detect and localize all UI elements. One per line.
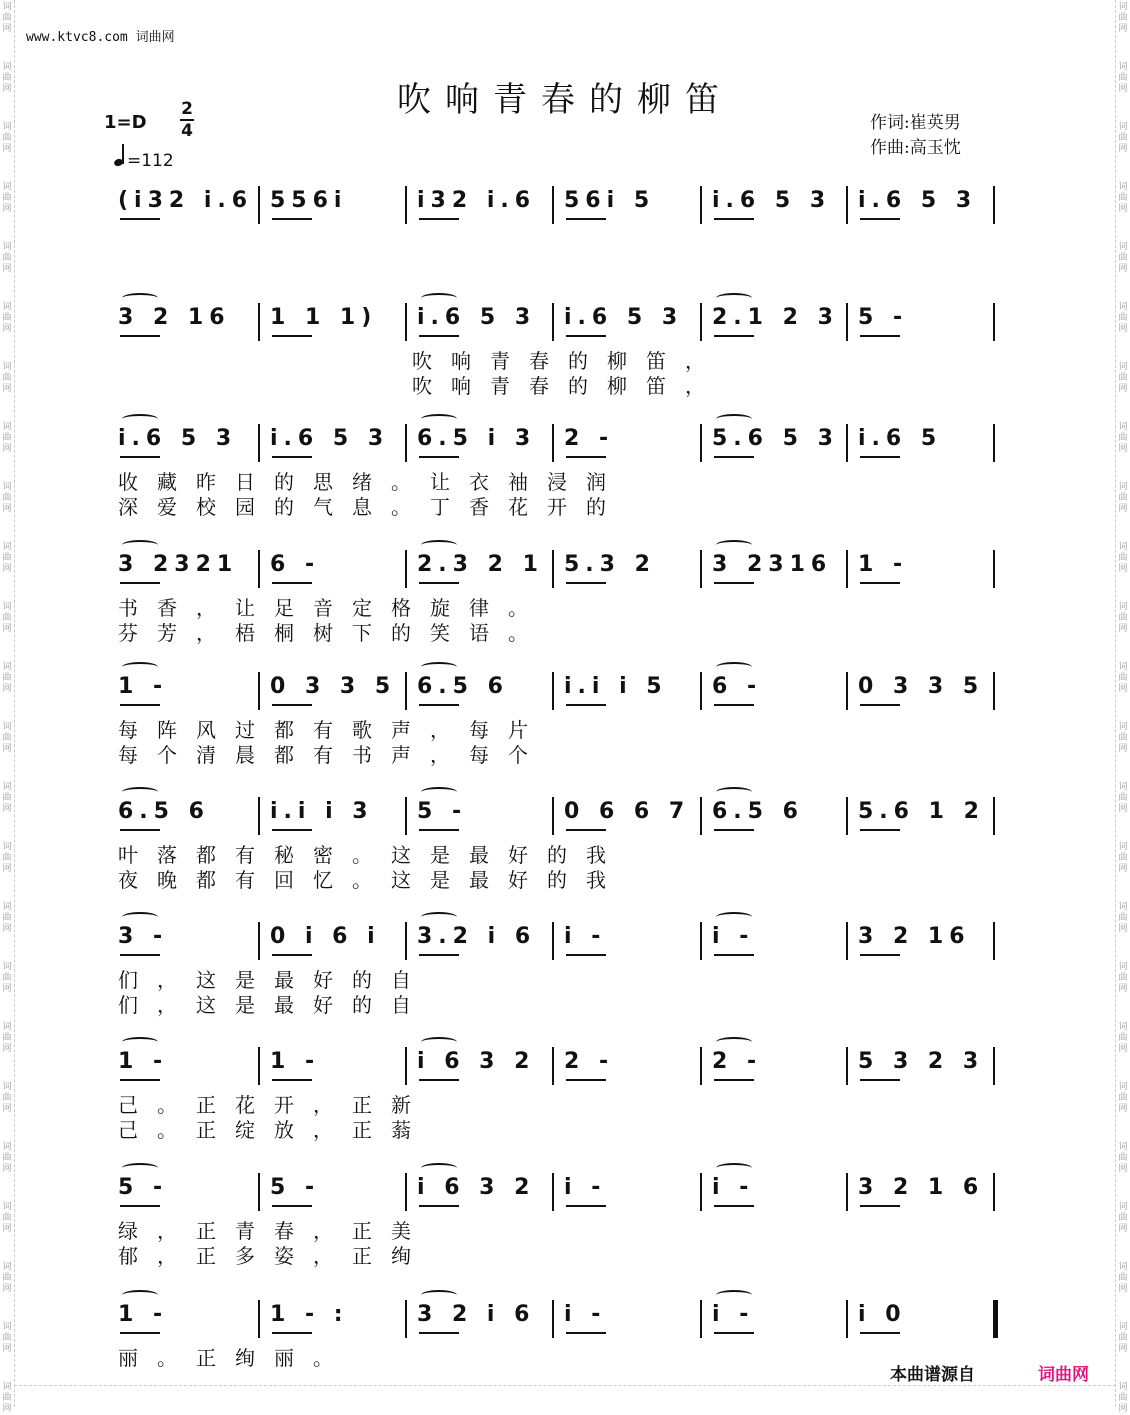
bar-line [993,550,995,588]
side-watermark-glyph: 词 曲 网 [1118,1382,1128,1414]
measure-notes: i.6 5 3 [270,426,390,451]
lyric-line: 深爱校园的气息。丁香花开的 [118,495,625,519]
bar-line [993,797,995,835]
beat-underline [714,1205,754,1207]
bar-line [846,1047,848,1085]
measure-notes: 1 - [270,1049,321,1074]
measure-notes: 2.1 2 3 [712,305,839,330]
bar-line [258,303,260,341]
measure-notes: 3 2 i 6 [417,1302,536,1327]
measure-notes: i - [564,1175,607,1200]
side-watermark-glyph: 词 曲 网 [2,542,12,574]
measure-notes: i.i i 3 [270,799,374,824]
bar-line [700,922,702,960]
beat-underline [120,954,160,956]
slur-mark [716,662,752,672]
measure-notes: 2 - [712,1049,763,1074]
bar-line [405,922,407,960]
side-watermark-glyph: 词 曲 网 [2,422,12,454]
beat-underline [714,218,754,220]
bar-line [552,1300,554,1338]
measure-notes: 5 - [118,1175,169,1200]
beat-underline [714,1079,754,1081]
beat-underline [120,1205,160,1207]
beat-underline [419,456,459,458]
slur-mark [421,912,457,922]
side-watermark-glyph: 词 曲 网 [2,122,12,154]
measure-notes: i.6 5 [858,426,943,451]
measure-notes: 5 - [858,305,909,330]
bar-line [552,1047,554,1085]
side-watermark-glyph: 词 曲 网 [1118,842,1128,874]
beat-underline [272,1332,312,1334]
bar-line [258,672,260,710]
beat-underline [566,954,606,956]
side-watermark-glyph: 词 曲 网 [1118,1322,1128,1354]
side-watermark-glyph: 词 曲 网 [1118,482,1128,514]
measure-notes: i - [564,924,607,949]
measure-notes: 5.6 5 3 [712,426,839,451]
measure-notes: 2 - [564,1049,615,1074]
beat-underline [714,829,754,831]
side-watermark-glyph: 词 曲 网 [2,482,12,514]
side-watermark-glyph: 词 曲 网 [1118,182,1128,214]
slur-mark [716,787,752,797]
bar-line [258,1173,260,1211]
side-watermark-glyph: 词 曲 网 [1118,62,1128,94]
side-watermark-glyph: 词 曲 网 [1118,362,1128,394]
beat-underline [419,1205,459,1207]
brand-label: 词曲网 [1038,1365,1089,1385]
side-watermark-glyph: 词 曲 网 [1118,782,1128,814]
score-system [0,1173,1130,1213]
bar-line [700,1173,702,1211]
bar-line [552,424,554,462]
beat-underline [419,1079,459,1081]
bar-line [700,1300,702,1338]
bar-line [552,550,554,588]
measure-notes: 6.5 i 3 [417,426,537,451]
key-signature: 1=D [104,112,147,133]
bar-line [846,797,848,835]
bar-line [405,186,407,224]
tempo-marking [114,144,174,171]
bar-line [405,1173,407,1211]
bar-line [846,550,848,588]
measure-notes: 6.5 6 [712,799,804,824]
song-title: 吹响青春的柳笛 [397,80,733,120]
slur-mark [122,540,158,550]
measure-notes: 2.3 2 1 [417,552,544,577]
measure-notes: 1 - [858,552,909,577]
beat-underline [860,1332,900,1334]
beat-underline [419,954,459,956]
beat-underline [272,1205,312,1207]
time-signature [180,100,194,140]
measure-notes: 3 2 1 6 [858,1175,985,1200]
measure-notes: (i32 i.6 [118,188,254,213]
side-watermark-glyph: 词 曲 网 [1118,542,1128,574]
measure-notes: 5.6 1 2 [858,799,985,824]
bar-line [258,797,260,835]
score-system [0,1047,1130,1087]
beat-underline [566,1205,606,1207]
beat-underline [419,829,459,831]
bar-line [258,1047,260,1085]
beat-underline [714,1332,754,1334]
beat-underline [566,456,606,458]
slur-mark [122,1163,158,1173]
lyric-line: 叶落都有秘密。这是最好的我 [118,843,625,867]
side-watermark-glyph: 词 曲 网 [2,1262,12,1294]
bar-line [846,672,848,710]
lyric-line: 们，这是最好的自 [118,968,430,992]
measure-notes: i.i i 5 [564,674,668,699]
slur-mark [421,1037,457,1047]
side-watermark-glyph: 词 曲 网 [2,602,12,634]
lyric-line: 书香，让足音定格旋律。 [118,596,547,620]
side-watermark-glyph: 词 曲 网 [1118,962,1128,994]
measure-notes: i - [712,1302,755,1327]
beat-underline [860,456,900,458]
slur-mark [716,912,752,922]
slur-mark [421,293,457,303]
slur-mark [421,662,457,672]
beat-underline [419,335,459,337]
slur-mark [122,912,158,922]
side-watermark-glyph: 词 曲 网 [1118,1022,1128,1054]
beat-underline [120,456,160,458]
measure-notes: 3 2 16 [858,924,971,949]
measure-notes: 3 - [118,924,169,949]
lyric-line: 收藏昨日的思绪。让衣袖浸润 [118,470,625,494]
side-watermark-glyph: 词 曲 网 [1118,1202,1128,1234]
bar-line [700,186,702,224]
bar-line [405,424,407,462]
beat-underline [566,829,606,831]
side-watermark-glyph: 词 曲 网 [2,302,12,334]
measure-notes: i - [712,924,755,949]
measure-notes: 2 - [564,426,615,451]
slur-mark [716,293,752,303]
slur-mark [716,540,752,550]
beat-underline [860,1205,900,1207]
side-watermark-glyph: 词 曲 网 [2,842,12,874]
bar-line [993,186,995,224]
bar-line [993,1173,995,1211]
lyric-line: 绿，正青春，正美 [118,1219,430,1243]
measure-notes: i.6 5 3 [118,426,238,451]
beat-underline [120,335,160,337]
score-system [0,1300,1130,1340]
measure-notes: 3 2316 [712,552,833,577]
slur-mark [122,1290,158,1300]
lyric-line: 芬芳，梧桐树下的笑语。 [118,621,547,645]
score-system [0,550,1130,590]
slur-mark [421,787,457,797]
quarter-note-icon [113,158,124,168]
lyric-line: 每个清晨都有书声，每个 [118,743,547,767]
score-system [0,186,1130,226]
bar-line [552,797,554,835]
bar-line [258,186,260,224]
lyric-line: 吹响青春的柳笛， [412,374,724,398]
bar-line [993,424,995,462]
lyric-line: 己。正绽放，正蓊 [118,1118,430,1142]
measure-notes: i - [712,1175,755,1200]
beat-underline [272,582,312,584]
score-system [0,797,1130,837]
slur-mark [421,1163,457,1173]
measure-notes: 1 - [118,674,169,699]
measure-notes: 556i [270,188,348,213]
beat-underline [566,704,606,706]
beat-underline [714,954,754,956]
bar-line [258,1300,260,1338]
slur-mark [122,787,158,797]
measure-notes: 6 - [270,552,321,577]
meter-bottom: 4 [181,121,193,141]
side-watermark-glyph: 词 曲 网 [2,62,12,94]
beat-underline [272,456,312,458]
bar-line [993,1047,995,1085]
measure-notes: 1 1 1) [270,305,378,330]
measure-notes: i.6 5 3 [417,305,537,330]
bar-line [552,672,554,710]
lyric-line: 己。正花开，正新 [118,1093,430,1117]
beat-underline [419,704,459,706]
bar-line [993,303,995,341]
bar-line [846,424,848,462]
beat-underline [566,582,606,584]
bar-line [258,424,260,462]
slur-mark [122,1037,158,1047]
tempo-value: =112 [127,151,174,171]
score-system [0,672,1130,712]
bar-line [405,1047,407,1085]
side-watermark-glyph: 词 曲 网 [1118,1142,1128,1174]
beat-underline [714,335,754,337]
score-system [0,303,1130,343]
lyric-line: 们，这是最好的自 [118,993,430,1017]
side-watermark-glyph: 词 曲 网 [1118,1262,1128,1294]
bar-line [700,550,702,588]
side-watermark-glyph: 词 曲 网 [2,782,12,814]
slur-mark [421,1290,457,1300]
composer-credit: 作曲:高玉忱 [870,138,961,158]
measure-notes: 3 2 16 [118,305,231,330]
side-watermark-glyph: 词 曲 网 [1118,122,1128,154]
beat-underline [714,456,754,458]
side-watermark-glyph: 词 曲 网 [2,1082,12,1114]
beat-underline [120,218,160,220]
beat-underline [860,704,900,706]
slur-mark [122,293,158,303]
side-watermark-glyph: 词 曲 网 [2,1202,12,1234]
beat-underline [566,335,606,337]
beat-underline [272,954,312,956]
side-watermark-glyph: 词 曲 网 [2,1022,12,1054]
beat-underline [860,1079,900,1081]
side-watermark-glyph: 词 曲 网 [2,962,12,994]
bar-line [405,303,407,341]
beat-underline [860,218,900,220]
side-watermark-glyph: 词 曲 网 [1118,662,1128,694]
beat-underline [272,1079,312,1081]
slur-mark [122,414,158,424]
lyric-line: 夜晚都有回忆。这是最好的我 [118,868,625,892]
site-url: www.ktvc8.com 词曲网 [26,30,175,45]
bar-line [552,922,554,960]
bar-line [700,797,702,835]
bar-line [846,1300,848,1338]
side-watermark-glyph: 词 曲 网 [2,362,12,394]
beat-underline [120,1332,160,1334]
beat-underline [272,829,312,831]
side-watermark-glyph: 词 曲 网 [1118,242,1128,274]
side-watermark-glyph: 词 曲 网 [1118,422,1128,454]
bar-line [993,922,995,960]
measure-notes: 0 3 3 5 [858,674,985,699]
slur-mark [716,1037,752,1047]
beat-underline [120,1079,160,1081]
beat-underline [120,704,160,706]
bar-line [552,186,554,224]
measure-notes: 0 i 6 i [270,924,381,949]
side-watermark-glyph: 词 曲 网 [2,1322,12,1354]
side-watermark-glyph: 词 曲 网 [1118,2,1128,34]
bar-line [552,1173,554,1211]
beat-underline [714,582,754,584]
side-watermark-glyph: 词 曲 网 [2,182,12,214]
side-watermark-glyph: 词 曲 网 [1118,722,1128,754]
beat-underline [419,582,459,584]
beat-underline [566,1332,606,1334]
beat-underline [272,218,312,220]
bar-line [258,922,260,960]
measure-notes: i.6 5 3 [858,188,978,213]
source-label: 本曲谱源自 [890,1365,975,1385]
side-watermark-glyph: 词 曲 网 [2,1382,12,1414]
side-watermark-glyph: 词 曲 网 [2,242,12,274]
measure-notes: i32 i.6 [417,188,537,213]
score-system [0,424,1130,464]
beat-underline [860,829,900,831]
measure-notes: 3.2 i 6 [417,924,537,949]
lyric-line: 每阵风过都有歌声，每片 [118,718,547,742]
measure-notes: i 6 3 2 [417,1049,536,1074]
beat-underline [566,218,606,220]
measure-notes: 3 2321 [118,552,239,577]
beat-underline [860,582,900,584]
measure-notes: 0 6 6 7 [564,799,691,824]
bar-line [552,303,554,341]
measure-notes: 1 - : [270,1302,349,1327]
bottom-rule [14,1385,1116,1386]
measure-notes: 5 - [270,1175,321,1200]
slur-mark [716,414,752,424]
measure-notes: i.6 5 3 [712,188,832,213]
beat-underline [419,1332,459,1334]
lyric-line: 丽。正绚丽。 [118,1346,352,1370]
side-watermark-glyph: 词 曲 网 [1118,902,1128,934]
slur-mark [421,414,457,424]
meter-top: 2 [181,99,193,119]
beat-underline [120,582,160,584]
side-watermark-glyph: 词 曲 网 [2,662,12,694]
measure-notes: 5 - [417,799,468,824]
lyricist-credit: 作词:崔英男 [870,113,961,133]
bar-line [846,922,848,960]
bar-line [846,303,848,341]
measure-notes: 5.3 2 [564,552,656,577]
side-watermark-glyph: 词 曲 网 [2,902,12,934]
bar-line [700,424,702,462]
beat-underline [120,829,160,831]
measure-notes: 1 - [118,1049,169,1074]
measure-notes: 56i 5 [564,188,656,213]
bar-line [405,797,407,835]
beat-underline [860,954,900,956]
bar-line [405,550,407,588]
beat-underline [272,335,312,337]
beat-underline [272,704,312,706]
measure-notes: i - [564,1302,607,1327]
side-watermark-glyph: 词 曲 网 [1118,1082,1128,1114]
measure-notes: 6 - [712,674,763,699]
measure-notes: 1 - [118,1302,169,1327]
bar-line [700,672,702,710]
measure-notes: i.6 5 3 [564,305,684,330]
bar-line [993,672,995,710]
lyric-line: 郁，正多姿，正绚 [118,1244,430,1268]
beat-underline [566,1079,606,1081]
slur-mark [716,1290,752,1300]
bar-line [846,1173,848,1211]
bar-line [846,186,848,224]
bar-line [258,550,260,588]
bar-line [993,1300,998,1338]
side-watermark-glyph: 词 曲 网 [2,2,12,34]
beat-underline [714,704,754,706]
measure-notes: 6.5 6 [118,799,210,824]
slur-mark [716,1163,752,1173]
measure-notes: 0 3 3 5 [270,674,397,699]
bar-line [700,1047,702,1085]
lyric-line: 吹响青春的柳笛， [412,349,724,373]
bar-line [405,672,407,710]
side-watermark-glyph: 词 曲 网 [2,722,12,754]
beat-underline [860,335,900,337]
measure-notes: 5 3 2 3 [858,1049,985,1074]
measure-notes: i 6 3 2 [417,1175,536,1200]
side-watermark-glyph: 词 曲 网 [1118,302,1128,334]
side-watermark-glyph: 词 曲 网 [1118,602,1128,634]
bar-line [700,303,702,341]
measure-notes: i 0 [858,1302,907,1327]
measure-notes: 6.5 6 [417,674,509,699]
slur-mark [421,540,457,550]
score-system [0,922,1130,962]
bar-line [405,1300,407,1338]
slur-mark [122,662,158,672]
beat-underline [419,218,459,220]
side-watermark-glyph: 词 曲 网 [2,1142,12,1174]
